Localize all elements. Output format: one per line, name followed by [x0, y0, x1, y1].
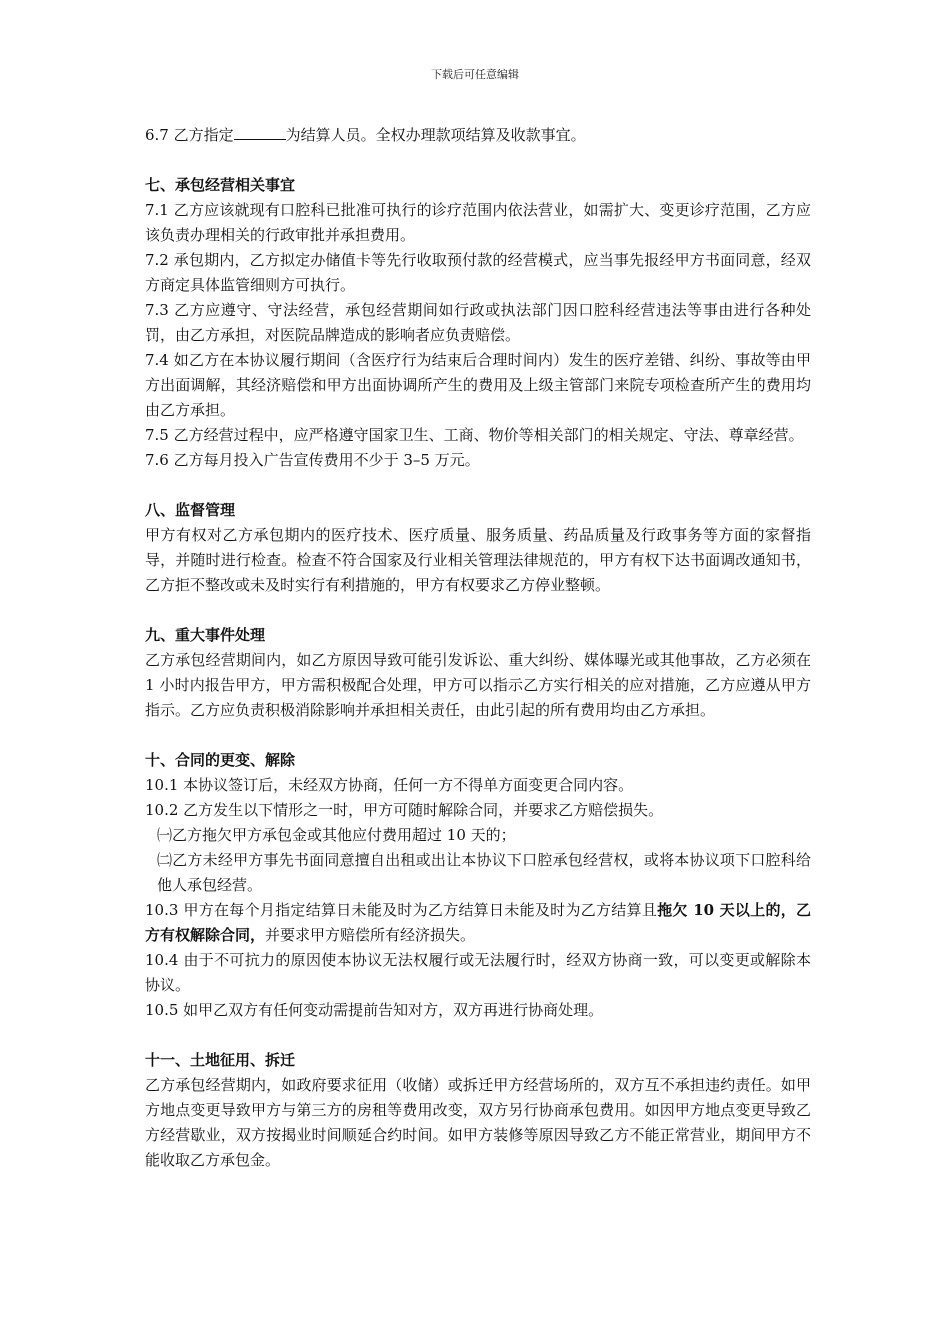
section-10-title: 十、合同的更变、解除 — [145, 751, 296, 769]
clause-10-3-text: 10.3 甲方在每个月指定结算日未能及时为乙方结算日未能及时为乙方结算且 — [145, 901, 658, 919]
page-header: 下载后可任意编辑 — [431, 68, 519, 81]
section-11-body: 乙方承包经营期内，如政府要求征用（收储）或拆迁甲方经营场所的，双方互不承担违约责任。如甲方地点变更导致甲方与第三方的房租等费用改变，双方另行协商承包费用。如因甲方地点变更导致乙方经营歇业，双方按揭业时间顺延合约时间。如甲方装修等原因导致乙方不能正常营业，期间甲方不能收取乙方承包金。 — [145, 1076, 811, 1169]
clause-7-3: 7.3 乙方应遵守、守法经营，承包经营期间如行政或执法部门因口腔科经营违法等事由进行各种处罚，由乙方承担，对医院品牌造成的影响者应负责赔偿。 — [145, 301, 811, 344]
clause-10-2-item-1: ㈠乙方拖欠甲方承包金或其他应付费用超过 10 天的； — [157, 826, 516, 844]
clause-7-5: 7.5 乙方经营过程中，应严格遵守国家卫生、工商、物价等相关部门的相关规定、守法、尊章经营。 — [145, 426, 804, 444]
clause-10-2: 10.2 乙方发生以下情形之一时，甲方可随时解除合同，并要求乙方赔偿损失。 — [145, 801, 664, 819]
clause-10-4: 10.4 由于不可抗力的原因使本协议无法权履行或无法履行时，经双方协商一致，可以变更或解除本协议。 — [145, 951, 811, 994]
clause-10-3 — [145, 898, 811, 948]
clause-7-1: 7.1 乙方应该就现有口腔科已批准可执行的诊疗范围内依法营业，如需扩大、变更诊疗范围，乙方应该负责办理相关的行政审批并承担费用。 — [145, 201, 811, 244]
clause-7-6: 7.6 乙方每月投入广告宣传费用不少于 3–5 万元。 — [145, 451, 480, 469]
clause-10-1: 10.1 本协议签订后，未经双方协商，任何一方不得单方面变更合同内容。 — [145, 776, 634, 794]
blank-underline — [234, 122, 286, 140]
clause-6-7-text-after: 为结算人员。全权办理款项结算及收款事宜。 — [285, 126, 586, 144]
section-9-body: 乙方承包经营期间内，如乙方原因导致可能引发诉讼、重大纠纷、媒体曝光或其他事故，乙方必须在 1 小时内报告甲方，甲方需积极配合处理，甲方可以指示乙方实行相关的应对措施，乙方应遵从甲方指示。乙方应负责积极消除影响并承担相关责任，由此引起的所有费用均由乙方承担。 — [145, 651, 811, 719]
section-8-body: 甲方有权对乙方承包期内的医疗技术、医疗质量、服务质量、药品质量及行政事务等方面的家督指导，并随时进行检查。检查不符合国家及行业相关管理法律规范的，甲方有权下达书面调改通知书，乙方拒不整改或未及时实行有利措施的，甲方有权要求乙方停业整顿。 — [145, 526, 811, 594]
clause-6-7-text: 6.7 乙方指定 — [145, 126, 234, 144]
clause-10-5: 10.5 如甲乙双方有任何变动需提前告知对方，双方再进行协商处理。 — [145, 1001, 604, 1019]
section-9-title: 九、重大事件处理 — [145, 626, 266, 644]
document-body — [145, 122, 811, 1173]
clause-7-2: 7.2 承包期内，乙方拟定办储值卡等先行收取预付款的经营模式，应当事先报经甲方书面同意，经双方商定具体监管细则方可执行。 — [145, 251, 811, 294]
section-11-title: 十一、土地征用、拆迁 — [145, 1051, 296, 1069]
section-8-title: 八、监督管理 — [145, 501, 236, 519]
clause-7-4: 7.4 如乙方在本协议履行期间（含医疗行为结束后合理时间内）发生的医疗差错、纠纷、事故等由甲方出面调解，其经济赔偿和甲方出面协调所产生的费用及上级主管部门来院专项检查所产生的费用均由乙方承担。 — [145, 351, 811, 419]
section-7-title: 七、承包经营相关事宜 — [145, 176, 296, 194]
clause-6-7 — [145, 122, 811, 148]
clause-10-2-item-2: ㈡乙方未经甲方事先书面同意擅自出租或出让本协议下口腔承包经营权，或将本协议项下口腔科给他人承包经营。 — [157, 851, 811, 894]
clause-10-3-bold: 拖欠 10 天以上的，乙方有权解除合同， — [145, 901, 811, 944]
clause-10-3-text-after: 并要求甲方赔偿所有经济损失。 — [265, 926, 476, 944]
